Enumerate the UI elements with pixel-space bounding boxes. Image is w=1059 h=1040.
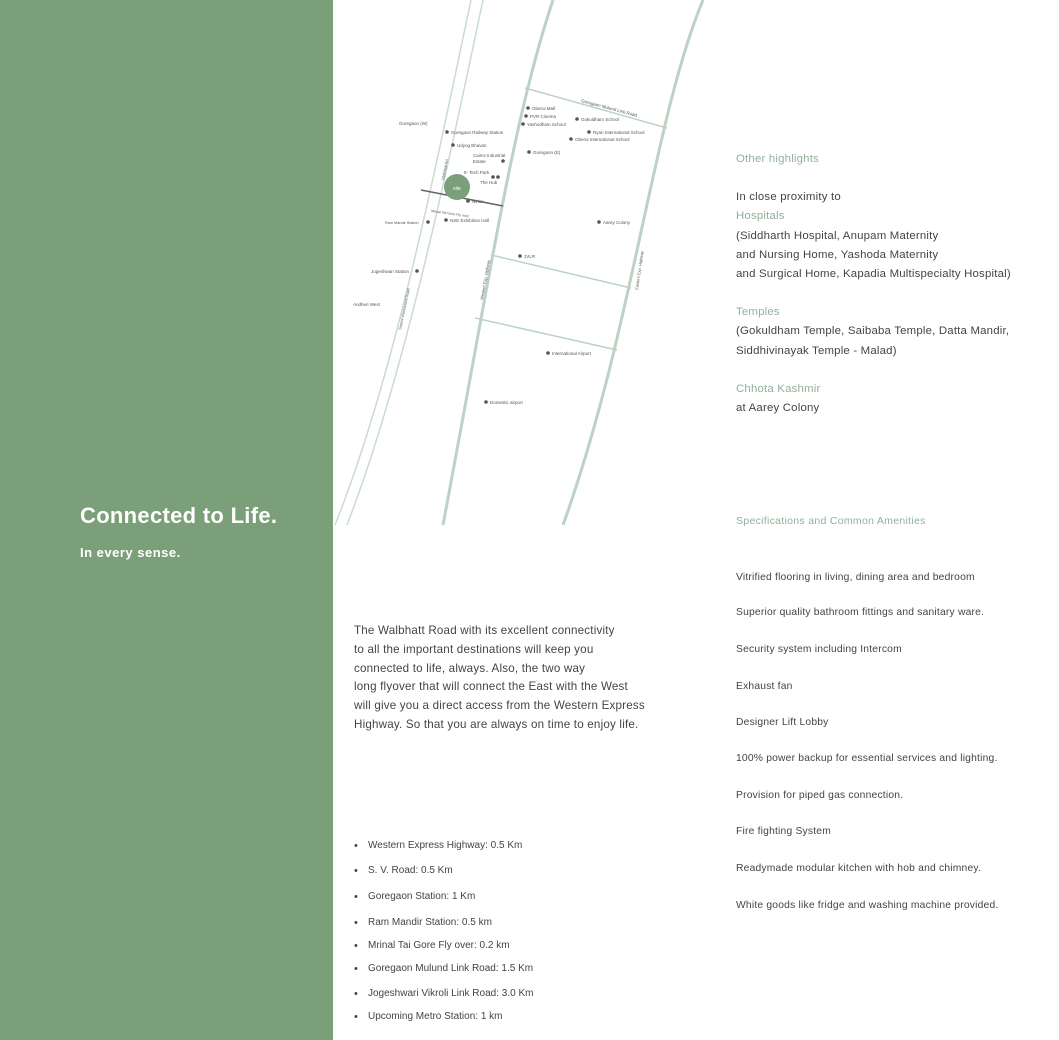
- point-pvr: [524, 114, 528, 118]
- label-goregaon-w: Goregaon (W): [399, 121, 428, 126]
- label-jogeshwari: Jogeshwari Station: [371, 269, 410, 274]
- jvlr-road: [491, 255, 631, 288]
- hospitals-line: (Siddharth Hospital, Anupam Maternity: [736, 229, 939, 242]
- hospitals-line: and Surgical Home, Kapadia Multispecialty Hospital): [736, 268, 1011, 281]
- highlights-intro: In close proximity to: [736, 191, 841, 204]
- point-nse: [444, 218, 448, 222]
- label-andheri-west: Andheri West: [353, 302, 380, 307]
- highway-outline-right: [563, 0, 703, 525]
- label-goregaon-station: Goregaon Railway Station: [451, 130, 504, 135]
- spec-item: White goods like fridge and washing machine provided.: [736, 900, 999, 911]
- point-ram-mandir: [426, 220, 430, 224]
- point-yashodham: [521, 122, 525, 126]
- label-goregaon-e: Goregaon (E): [533, 150, 561, 155]
- headline: Connected to Life.: [80, 503, 278, 528]
- label-caims-2: Estate: [473, 159, 486, 164]
- highlights-title: Other highlights: [736, 153, 819, 165]
- label-gmlr: Goregaon Mulund Link Road: [580, 98, 638, 118]
- temples-line: (Gokuldham Temple, Saibaba Temple, Datta Mandir,: [736, 325, 1010, 338]
- point-aarey: [597, 220, 601, 224]
- label-jvlr: JVLR: [524, 254, 536, 259]
- kashmir-text: at Aarey Colony: [736, 402, 820, 415]
- distance-item: • Mrinal Tai Gore Fly over: 0.2 km: [354, 940, 510, 951]
- label-hub: The Hub: [480, 180, 498, 185]
- hospitals-line: and Nursing Home, Yashoda Maternity: [736, 248, 939, 261]
- point-jvlr: [518, 254, 522, 258]
- temples-line: Siddhivinayak Temple - Malad): [736, 344, 897, 357]
- distance-item: • Western Express Highway: 0.5 Km: [354, 840, 522, 851]
- spec-item: Vitrified flooring in living, dining area and bedroom: [736, 572, 975, 583]
- point-jogeshwari: [415, 269, 419, 273]
- hospitals-title: Hospitals: [736, 210, 785, 223]
- point-goregaon-e: [527, 150, 531, 154]
- intro-paragraph: [354, 622, 654, 735]
- intro-line: will give you a direct access from the Western Express: [354, 699, 645, 713]
- spec-item: Readymade modular kitchen with hob and chimney.: [736, 863, 982, 874]
- point-ryan: [587, 130, 591, 134]
- spec-item: Fire fighting System: [736, 826, 831, 837]
- distance-item: • Ram Mandir Station: 0.5 km: [354, 917, 492, 928]
- spec-item: Exhaust fan: [736, 681, 793, 692]
- label-walbhatt: Walbhatt Rd: [441, 159, 450, 181]
- point-caims: [501, 159, 505, 163]
- label-oberoi-mall: Oberoi Mall: [532, 106, 556, 111]
- intro-line: The Walbhatt Road with its excellent connectivity: [354, 624, 615, 637]
- point-domestic-airport: [484, 400, 488, 404]
- highway-outline-left: [335, 0, 471, 525]
- point-oberoi-school: [569, 137, 573, 141]
- label-yashodham: Yashodham School: [527, 122, 566, 127]
- intro-line: Highway. So that you are always on time to enjoy life.: [354, 717, 639, 731]
- spec-item: Provision for piped gas connection.: [736, 790, 904, 801]
- label-udyog: Udyog Bhavan: [457, 143, 487, 148]
- airport-road: [475, 318, 617, 350]
- point-hub: [496, 175, 500, 179]
- label-aarey: Aarey Colony: [603, 220, 631, 225]
- label-ryan: Ryan International School: [593, 130, 645, 135]
- left-panel: [0, 0, 333, 1040]
- temples-title: Temples: [736, 306, 780, 319]
- point-oberoi-mall: [526, 106, 530, 110]
- intro-line: connected to life, always. Also, the two way: [354, 661, 586, 675]
- label-ram-mandir: Ram Mandir Station: [385, 221, 419, 225]
- distance-item: • Upcoming Metro Station: 1 km: [354, 1011, 503, 1022]
- label-domestic-airport: Domestic airport: [490, 400, 523, 405]
- intro-line: to all the important destinations will keep you: [354, 642, 594, 656]
- location-map: [333, 0, 723, 530]
- label-intl-airport: International Airport: [552, 351, 592, 356]
- point-tech-park: [491, 175, 495, 179]
- distance-item: • Goregaon Mulund Link Road: 1.5 Km: [354, 963, 533, 974]
- label-pvr: PVR Cinema: [530, 114, 557, 119]
- highway-outline-left-2: [347, 0, 483, 525]
- label-nse: NSE Exhibition Hall: [450, 218, 490, 223]
- point-goregaon-station: [445, 130, 449, 134]
- highway-outline-middle: [443, 0, 556, 525]
- label-tech-park: It- Tech Park: [464, 170, 490, 175]
- label-caims-1: Caims Industrial: [473, 153, 506, 158]
- label-eastern-express: Eastern Exp. Highway: [634, 250, 645, 291]
- label-gokuldham: Gokuldham School: [581, 117, 620, 122]
- other-highlights: [736, 150, 1056, 418]
- point-nirlon: [466, 199, 470, 203]
- map-points: [415, 106, 601, 404]
- label-oberoi-school: Oberoi International School: [575, 137, 630, 142]
- point-gokuldham: [575, 117, 579, 121]
- label-flyover: Mrinal Tai Gore Fly over: [430, 209, 470, 219]
- distance-item: • Jogeshwari Vikroli Link Road: 3.0 Km: [354, 988, 533, 999]
- subheadline: In every sense.: [80, 545, 181, 560]
- spec-item: Security system including Intercom: [736, 644, 902, 655]
- point-intl-airport: [546, 351, 550, 355]
- site-logo: site: [453, 186, 461, 192]
- spec-item: Superior quality bathroom fittings and sanitary ware.: [736, 607, 985, 618]
- point-udyog: [451, 143, 455, 147]
- label-nirlon: Nirlon: [472, 199, 484, 204]
- label-western-express: Western Exp. Highway: [479, 259, 491, 301]
- specifications-title: Specifications and Common Amenities: [736, 515, 926, 527]
- spec-item: 100% power backup for essential services and lighting.: [736, 753, 998, 764]
- spec-item: Designer Lift Lobby: [736, 717, 829, 728]
- distance-item: • Goregaon Station: 1 Km: [354, 891, 475, 902]
- label-sv-road: Swami Vivekanand Road: [398, 287, 411, 331]
- intro-line: long flyover that will connect the East with the West: [354, 680, 628, 694]
- distance-item: • S. V. Road: 0.5 Km: [354, 865, 453, 876]
- kashmir-title: Chhota Kashmir: [736, 382, 821, 395]
